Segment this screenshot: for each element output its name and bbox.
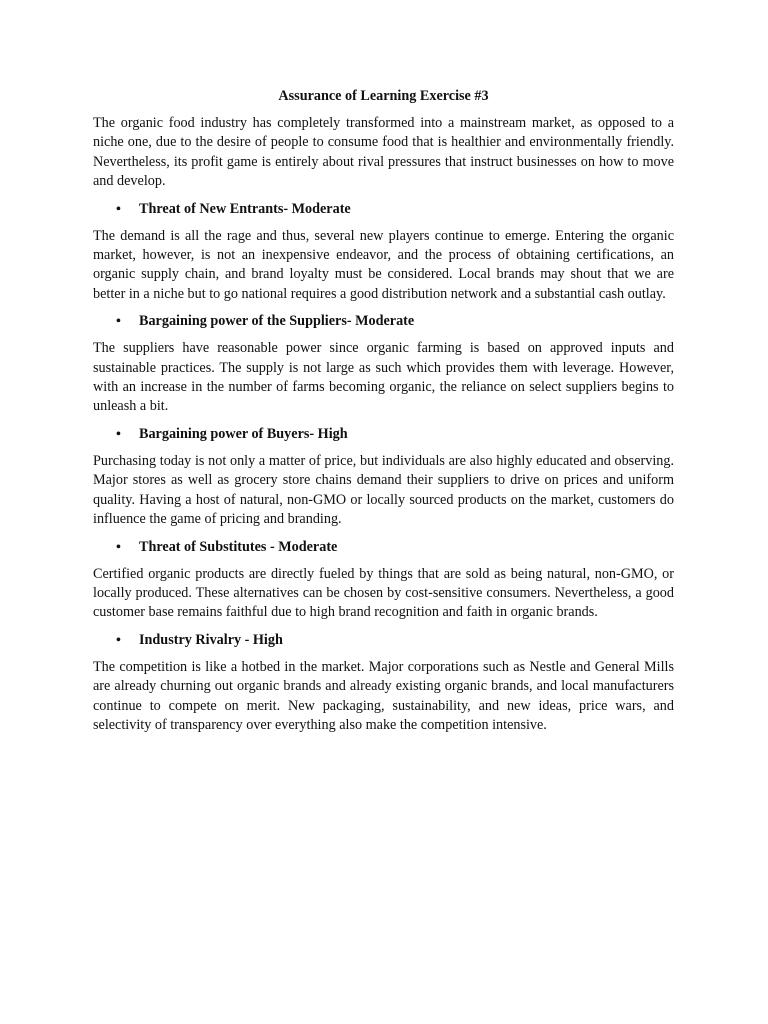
section-body-rivalry: The competition is like a hotbed in the market. Major corporations such as Nestle and General Mills are already churning out organic brands and already existing organic brands, and local manufacturers continue to compete on merit. New packaging, sustainability, and new ideas, price wars, and selectivity of transparency over everything also make the competition intensive. [93,658,674,733]
document-title: Assurance of Learning Exercise #3 [278,88,489,104]
section-heading-text: Threat of Substitutes - Moderate [139,538,338,555]
bullet-icon: • [116,314,121,330]
section-heading-text: Bargaining power of Buyers- High [139,425,348,442]
section-heading-substitutes [93,538,674,557]
section-body-new-entrants: The demand is all the rage and thus, several new players continue to emerge. Entering the organic market, however, is not an inexpensive endeavor, and the process of obtaining certifications, an organic supply chain, and brand loyalty must be considered. Local brands may shout that we are better in a niche but to go national requires a good distribution network and a substantial cash outlay. [93,227,674,302]
section-heading-text: Threat of New Entrants- Moderate [139,200,351,217]
section-heading-text: Industry Rivalry - High [139,631,283,648]
section-body-suppliers: The suppliers have reasonable power since organic farming is based on approved inputs and sustainable practices. The supply is not large as such which provides them with leverage. However, with an increase in the number of farms becoming organic, the reliance on select suppliers begins to unleash a bit. [93,340,674,415]
bullet-icon: • [116,201,121,217]
section-heading-suppliers [93,312,674,331]
bullet-icon: • [116,632,121,648]
document-page [93,87,674,743]
bullet-icon: • [116,539,121,555]
intro-paragraph: The organic food industry has completely transformed into a mainstream market, as opposed to a niche one, due to the desire of people to consume food that is healthier and environmentally friendly. Nevertheless, its profit game is entirely about rival pressures that instruct businesses on how to move and develop. [93,115,674,190]
bullet-icon: • [116,426,121,442]
section-body-buyers: Purchasing today is not only a matter of price, but individuals are also highly educated and observing. Major stores as well as grocery store chains demand their suppliers to drive on prices and uniform quality. Having a host of natural, non-GMO or locally sourced products on the market, customers do influence the game of pricing and branding. [93,452,674,528]
section-heading-new-entrants [93,200,674,219]
section-heading-rivalry [93,631,674,650]
section-body-substitutes: Certified organic products are directly fueled by things that are sold as being natural, non-GMO, or locally produced. These alternatives can be chosen by cost-sensitive consumers. Nevertheless, a good customer base remains faithful due to high brand recognition and faith in organic brands. [93,565,674,621]
section-heading-buyers [93,425,674,444]
section-heading-text: Bargaining power of the Suppliers- Moderate [139,313,415,330]
